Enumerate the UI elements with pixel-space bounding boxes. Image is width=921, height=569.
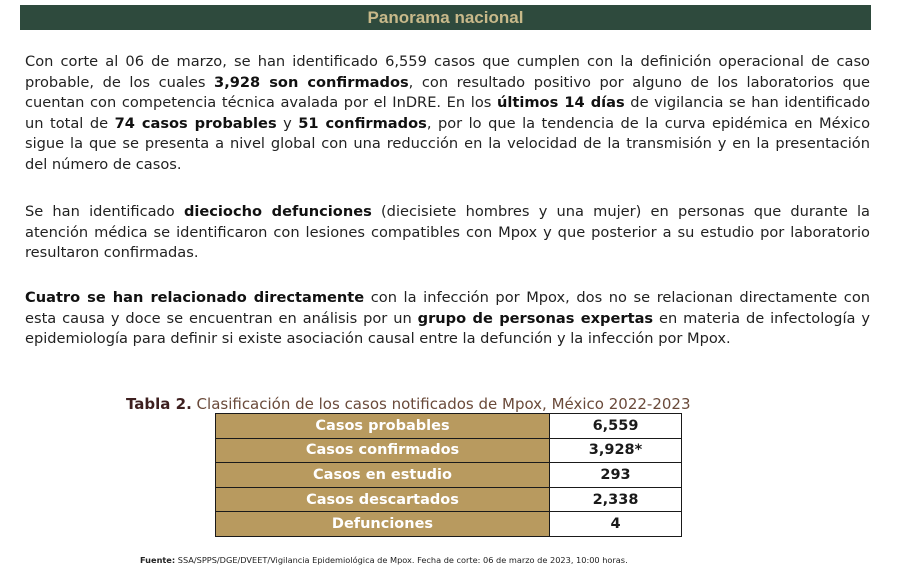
row-value: 2,338 bbox=[550, 487, 682, 512]
p3-bold-experts: grupo de personas expertas bbox=[417, 309, 654, 327]
p3-text-2: en materia de infectología y epidemiología para definir si existe asociación causal entre la defunción y la infección por Mpox. bbox=[25, 309, 870, 347]
paragraph-deaths bbox=[25, 202, 870, 264]
p1-text-4: y bbox=[276, 114, 299, 132]
row-label: Casos confirmados bbox=[216, 438, 550, 463]
table-row bbox=[216, 414, 682, 439]
p2-text-2: (diecisiete hombres y una mujer) en personas que durante la atención médica se identificaron con lesiones compatibles con Mpox y que posterior a su estudio por laboratorio resultaron confirmadas. bbox=[25, 203, 870, 261]
table-row bbox=[216, 487, 682, 512]
table-row bbox=[216, 438, 682, 463]
p1-text-5: , por lo que la tendencia de la curva epidémica en México sigue la que se presenta a nivel global con una reducción en la velocidad de la transmisión y en la presentación del número de casos. bbox=[25, 114, 870, 173]
p3-bold-four: Cuatro se han relacionado directamente bbox=[25, 289, 365, 306]
row-value: 6,559 bbox=[550, 414, 682, 439]
p1-text-3: de vigilancia se han identificado un total de bbox=[25, 94, 870, 132]
p1-text-2: , con resultado positivo por alguno de los laboratorios que cuentan con competencia técnica avalada por el InDRE. En los bbox=[25, 73, 870, 111]
p2-text-1: Se han identificado bbox=[25, 203, 184, 220]
row-label: Defunciones bbox=[216, 512, 550, 537]
p1-text-1: Con corte al 06 de marzo, se han identificado 6,559 casos que cumplen con la definición operacional de caso probable, de los cuales bbox=[25, 53, 870, 91]
section-banner bbox=[20, 5, 871, 30]
p1-bold-confirmed: 3,928 son confirmados bbox=[214, 73, 409, 91]
p1-bold-last-14-days: últimos 14 días bbox=[496, 94, 625, 111]
source-footnote bbox=[140, 555, 840, 566]
table-caption-label: Tabla 2. bbox=[126, 395, 192, 413]
classification-table bbox=[215, 413, 682, 537]
row-label: Casos en estudio bbox=[216, 463, 550, 488]
table-caption-text: Clasificación de los casos notificados de Mpox, México 2022-2023 bbox=[191, 395, 691, 413]
paragraph-causality bbox=[25, 288, 870, 350]
row-label: Casos descartados bbox=[216, 487, 550, 512]
row-value: 293 bbox=[550, 463, 682, 488]
section-title: Panorama nacional bbox=[367, 8, 524, 27]
table-row bbox=[216, 463, 682, 488]
p1-bold-confirmed-14: 51 confirmados bbox=[298, 114, 427, 132]
table-row bbox=[216, 512, 682, 537]
footnote-text: SSA/SPPS/DGE/DVEET/Vigilancia Epidemiológica de Mpox. Fecha de corte: 06 de marzo de 2023, 10:00 horas. bbox=[175, 555, 628, 565]
p1-bold-probable: 74 casos probables bbox=[114, 114, 277, 132]
paragraph-cases bbox=[25, 52, 870, 175]
footnote-label: Fuente: bbox=[140, 555, 176, 565]
table-caption bbox=[126, 394, 786, 414]
row-value: 4 bbox=[550, 512, 682, 537]
row-value: 3,928* bbox=[550, 438, 682, 463]
p2-bold-deaths: dieciocho defunciones bbox=[183, 203, 372, 220]
p3-text-1: con la infección por Mpox, dos no se relacionan directamente con esta causa y doce se encuentran en análisis por un bbox=[25, 289, 870, 327]
row-label: Casos probables bbox=[216, 414, 550, 439]
